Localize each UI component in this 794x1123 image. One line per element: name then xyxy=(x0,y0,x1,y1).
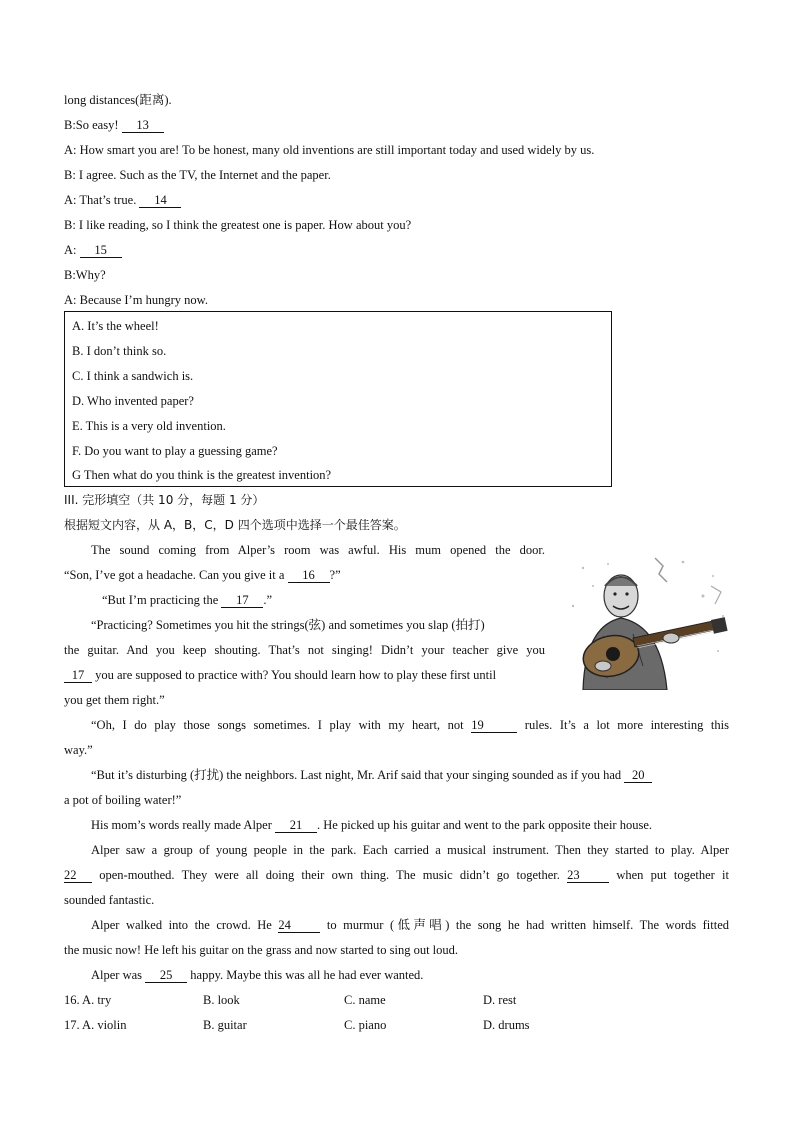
passage-line xyxy=(64,867,729,883)
section-instruction: 根据短文内容，从 A，B，C，D 四个选项中选择一个最佳答案。 xyxy=(64,518,406,532)
q16-option-a[interactable]: 16. A. try xyxy=(64,993,112,1007)
option-e[interactable]: E. This is a very old invention. xyxy=(72,419,226,433)
passage-line xyxy=(91,767,652,783)
passage-line xyxy=(64,667,496,683)
dialogue-line: A: How smart you are! To be honest, many old inventions are still important today and used widely by us. xyxy=(64,143,595,157)
blank-24[interactable]: 24 xyxy=(278,918,320,933)
passage-text: His mom’s words really made Alper xyxy=(91,818,275,832)
passage-text: to murmur (低声唱) the song he had written himself. The words fitted xyxy=(320,918,730,932)
passage-text: you are supposed to practice with? You should learn how to play these first until xyxy=(92,668,497,682)
passage-line: the guitar. And you keep shouting. That’s not singing! Didn’t your teacher give you xyxy=(64,643,545,657)
q17-option-d[interactable]: D. drums xyxy=(483,1018,530,1032)
question-16 xyxy=(64,992,724,1008)
dialogue-text: A: xyxy=(64,243,80,257)
blank-23[interactable]: 23 xyxy=(567,868,609,883)
blank-19[interactable]: 19 xyxy=(471,718,517,733)
section-heading: III. 完形填空（共 10 分，每题 1 分） xyxy=(64,493,265,507)
q17-option-c[interactable]: C. piano xyxy=(344,1018,387,1032)
q16-option-c[interactable]: C. name xyxy=(344,993,386,1007)
blank-22[interactable]: 22 xyxy=(64,868,92,883)
passage-text: happy. Maybe this was all he had ever wanted. xyxy=(187,968,424,982)
q17-option-a[interactable]: 17. A. violin xyxy=(64,1018,127,1032)
q16-option-d[interactable]: D. rest xyxy=(483,993,517,1007)
dialogue-line: B: I agree. Such as the TV, the Internet and the paper. xyxy=(64,168,331,182)
passage-line: the music now! He left his guitar on the grass and now started to sing out loud. xyxy=(64,943,459,957)
passage-text: “But I’m practicing the xyxy=(102,593,222,607)
dialogue-text: B:So easy! xyxy=(64,118,122,132)
q16-option-b[interactable]: B. look xyxy=(203,993,240,1007)
passage-line xyxy=(102,592,272,608)
passage-line xyxy=(64,542,545,558)
passage-line: you get them right.” xyxy=(64,693,165,707)
blank-15[interactable]: 15 xyxy=(80,243,122,258)
blank-16[interactable]: 16 xyxy=(288,568,330,583)
passage-text: The sound coming from Alper’s room was awful. His mum opened the door. xyxy=(91,543,545,557)
blank-17[interactable]: 17 xyxy=(221,593,263,608)
dialogue-text: A: That’s true. xyxy=(64,193,140,207)
passage-line: Alper saw a group of young people in the park. Each carried a musical instrument. Then they started to play. Alper xyxy=(91,843,729,857)
q17-option-b[interactable]: B. guitar xyxy=(203,1018,247,1032)
passage-text: when put together it xyxy=(609,868,729,882)
passage-text: “Son, I’ve got a headache. Can you give it a xyxy=(64,568,288,582)
dialogue-line xyxy=(64,192,181,208)
passage-line: sounded fantastic. xyxy=(64,893,155,907)
passage-line xyxy=(91,817,652,833)
blank-25[interactable]: 25 xyxy=(145,968,187,983)
option-f[interactable]: F. Do you want to play a guessing game? xyxy=(72,444,278,458)
passage-text: open-mouthed. They were all doing their own thing. The music didn’t go together. xyxy=(92,868,568,882)
passage-text: rules. It’s a lot more interesting this xyxy=(517,718,729,732)
passage-line xyxy=(91,967,423,983)
passage-text: . He picked up his guitar and went to the park opposite their house. xyxy=(317,818,652,832)
guitar-player-photo xyxy=(563,556,729,690)
dialogue-line: long distances(距离). xyxy=(64,93,172,107)
passage-text: Alper walked into the crowd. He xyxy=(91,918,279,932)
passage-line: way.” xyxy=(64,743,93,757)
passage-text: “But it’s disturbing (打扰) the neighbors. Last night, Mr. Arif said that your singing sounded as if you had xyxy=(91,768,625,782)
passage-line xyxy=(91,717,729,733)
blank-13[interactable]: 13 xyxy=(122,118,164,133)
passage-text: Alper was xyxy=(91,968,146,982)
blank-20[interactable]: 20 xyxy=(624,768,652,783)
passage-text: .” xyxy=(263,593,273,607)
option-d[interactable]: D. Who invented paper? xyxy=(72,394,194,408)
dialogue-line: B:Why? xyxy=(64,268,106,282)
blank-14[interactable]: 14 xyxy=(139,193,181,208)
dialogue-line xyxy=(64,117,164,133)
question-17 xyxy=(64,1017,724,1033)
passage-line xyxy=(91,917,729,933)
blank-21[interactable]: 21 xyxy=(275,818,317,833)
passage-text: “Oh, I do play those songs sometimes. I play with my heart, not xyxy=(91,718,472,732)
option-c[interactable]: C. I think a sandwich is. xyxy=(72,369,194,383)
passage-line: “Practicing? Sometimes you hit the strings(弦) and sometimes you slap (拍打) xyxy=(91,618,485,632)
passage-line xyxy=(64,567,341,583)
dialogue-line: B: I like reading, so I think the greatest one is paper. How about you? xyxy=(64,218,412,232)
passage-line: a pot of boiling water!” xyxy=(64,793,182,807)
option-a[interactable]: A. It’s the wheel! xyxy=(72,319,159,333)
dialogue-line: A: Because I’m hungry now. xyxy=(64,293,208,307)
option-g[interactable]: G Then what do you think is the greatest invention? xyxy=(72,468,332,482)
dialogue-line xyxy=(64,242,122,258)
option-b[interactable]: B. I don’t think so. xyxy=(72,344,167,358)
options-box xyxy=(64,311,612,487)
passage-text: ?” xyxy=(329,568,341,582)
blank-17b[interactable]: 17 xyxy=(64,668,92,683)
